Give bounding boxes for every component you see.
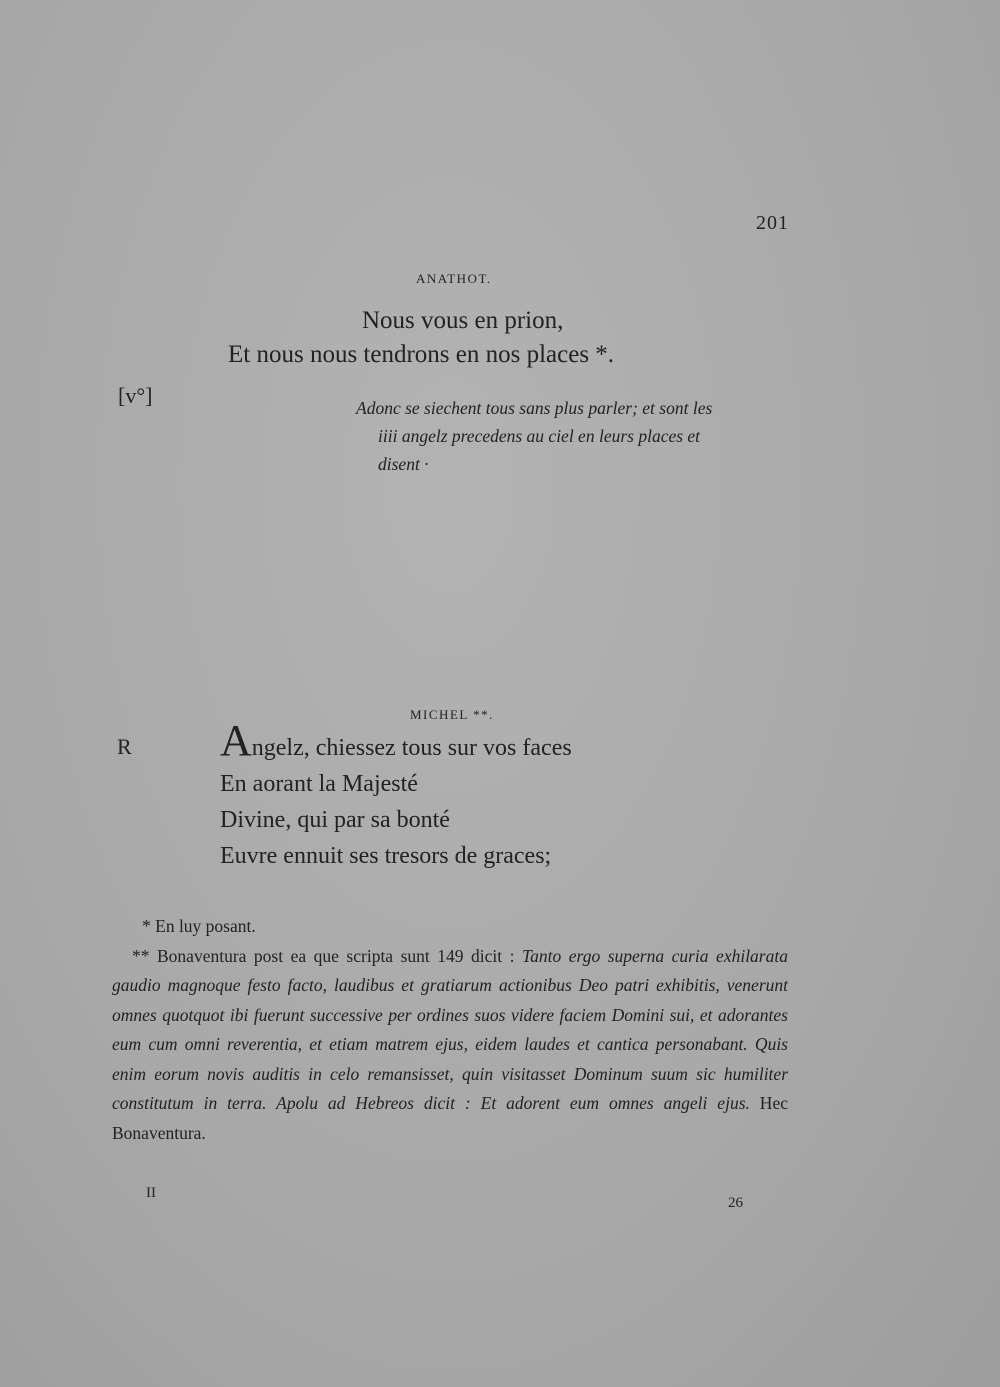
footnote-2-end: Hec Bonaventura. xyxy=(112,1093,788,1143)
stanza xyxy=(220,716,572,874)
stage-direction-line: Adonc se siechent tous sans plus parler; et sont les xyxy=(356,398,713,418)
page-number: 201 xyxy=(756,212,789,234)
margin-note-verso: [v°] xyxy=(118,383,153,408)
footnotes xyxy=(112,912,788,1148)
speaker-heading-anathot: ANATHOT. xyxy=(416,271,492,286)
stage-direction-line: disent · xyxy=(378,454,429,474)
verse-line: Et nous nous tendrons en nos places *. xyxy=(228,341,615,368)
footnote-1: * En luy posant. xyxy=(142,916,256,936)
stanza-line: En aorant la Majesté xyxy=(220,771,418,797)
footnote-2-quote: Tanto ergo superna curia exhilarata gaudio magnoque festo facto, laudibus et gratiarum actionibus Deo patri exhibitis, venerunt omnes quotquot ibi fuerunt successive per ordines suos videre faciem Domini sui, et adorantes eum cum omni reverentia, et etiam matrem ejus, eidem laudes et cantica personabant. Quis enim eorum novis auditis in celo remansisset, quin visitasset Dominum suum sic humiliter constitutum in terra. Apolu ad Hebreos dicit : Et adorent eum omnes angeli ejus. xyxy=(112,945,788,1113)
drop-initial: A xyxy=(220,716,252,765)
stanza-line: Euvre ennuit ses tresors de graces; xyxy=(220,843,552,869)
stage-direction-line: iiii angelz precedens au ciel en leurs places et xyxy=(378,426,701,446)
margin-note-r: R xyxy=(117,734,132,759)
verse-line: Nous vous en prion, xyxy=(362,307,564,334)
folio-number: 26 xyxy=(728,1195,743,1211)
speaker-heading-michel: MICHEL **. xyxy=(410,707,494,722)
footnote-2-intro: ** Bonaventura post ea que scripta sunt 149 dicit : xyxy=(132,945,523,966)
stanza-line xyxy=(220,716,572,766)
stage-direction xyxy=(356,394,792,478)
signature-mark: II xyxy=(146,1185,156,1201)
stanza-line: Divine, qui par sa bonté xyxy=(220,807,450,833)
footnote-2 xyxy=(112,942,788,1149)
stanza-first-line-text: ngelz, chiessez tous sur vos faces xyxy=(251,735,572,761)
